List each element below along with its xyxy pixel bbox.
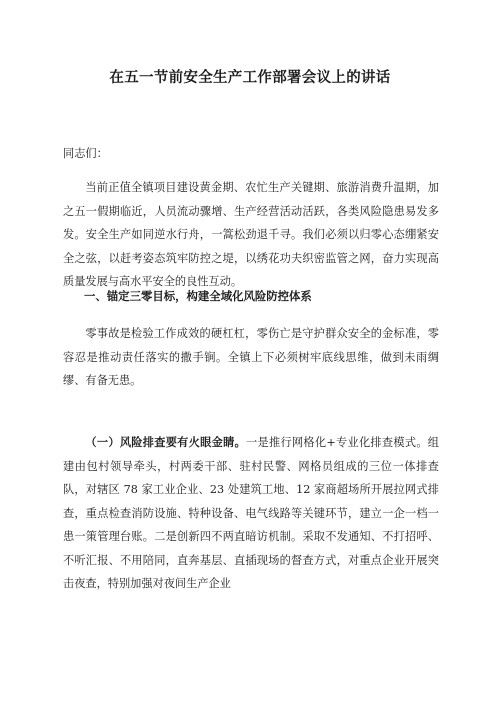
paragraph-zero-targets: 零事故是检验工作成效的硬杠杠，零伤亡是守护群众安全的金标准，零容忍是推动责任落实的撒手锏。全镇上下必须树牢底线思维，做到未雨绸缪、有备无患。 [63, 327, 439, 387]
paragraph-intro: 当前正值全镇项目建设黄金期、农忙生产关键期、旅游消费升温期，加之五一假期临近，人员流动骤增、生产经营活动活跃，各类风险隐患易发多发。安全生产如同逆水行舟，一篙松劲退千寻。我们必须以归零心态绷紧安全之弦，以赶考姿态筑牢防控之堤，以绣花功夫织密监管之网，奋力实现高质量发展与高水平安全的良性互动。 [63, 181, 439, 288]
paragraph-risk-inspection-text: 一是推行网格化+专业化排查模式。组建由包村领导牵头，村两委干部、驻村民警、网格员组成的三位一体排查队，对辖区 78 家工业企业、23 处建筑工地、12 家商超场所开展拉网式排查，重点检查消防设施、特种设备、电气线路等关键环节，建立一企一档一患一策管理台账。二是创新四不两直暗访机制。采取不发通知、不打招呼、不听汇报、不用陪同，直奔基层、直插现场的督查方式，对重点企业开展突击夜查，特别加强对夜间生产企业 [63, 436, 439, 590]
document-title: 在五一节前安全生产工作部署会议上的讲话 [109, 70, 391, 86]
subheading-risk-inspection: （一）风险排查要有火眼金睛。 [85, 436, 247, 449]
salutation: 同志们： [63, 147, 108, 160]
paragraph-risk-inspection [63, 431, 439, 596]
section-heading-1: 一、锚定三零目标，构建全域化风险防控体系 [84, 289, 312, 303]
